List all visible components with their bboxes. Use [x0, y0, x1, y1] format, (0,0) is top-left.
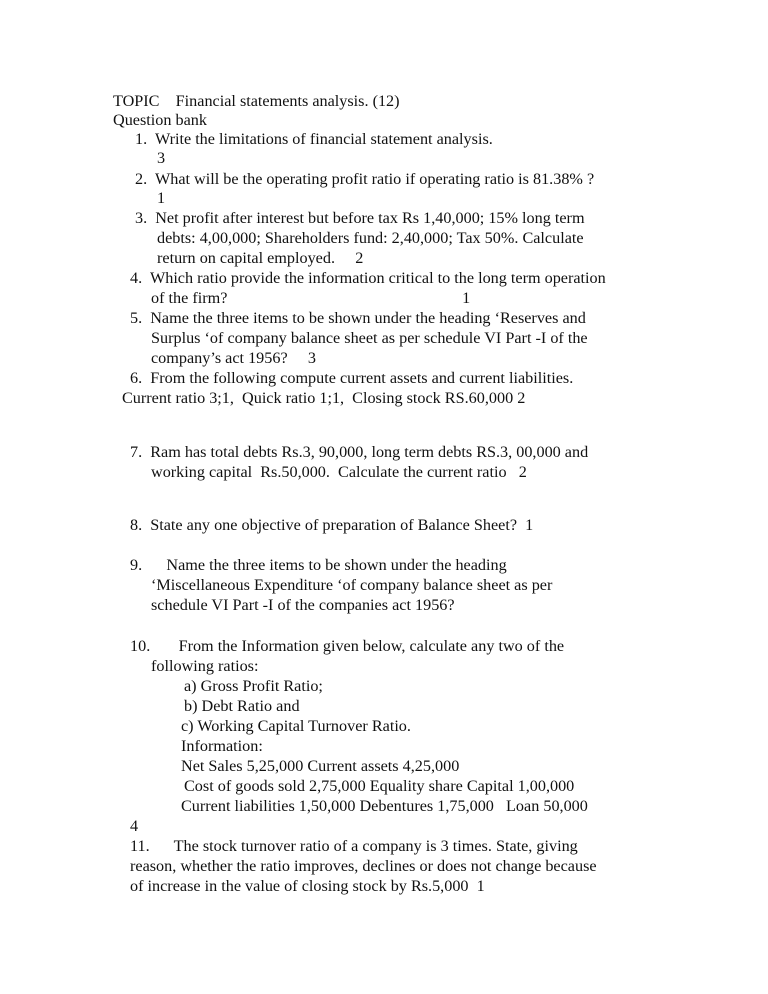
document-line: working capital Rs.50,000. Calculate the current ratio 2: [151, 463, 527, 481]
document-line: Current ratio 3;1, Quick ratio 1;1, Closing stock RS.60,000 2: [122, 389, 526, 407]
document-line: TOPIC Financial statements analysis. (12): [113, 92, 400, 110]
document-line: Current liabilities 1,50,000 Debentures 1,75,000 Loan 50,000: [181, 797, 588, 815]
document-line: 2. What will be the operating profit ratio if operating ratio is 81.38% ?: [135, 170, 595, 188]
document-line: 5. Name the three items to be shown under the heading ‘Reserves and: [130, 309, 586, 327]
document-line: Information:: [181, 737, 263, 755]
document-line: 4. Which ratio provide the information critical to the long term operation: [130, 269, 606, 287]
document-line: 11. The stock turnover ratio of a company is 3 times. State, giving: [130, 837, 578, 855]
document-line: 8. State any one objective of preparation of Balance Sheet? 1: [130, 516, 534, 534]
document-line: 4: [130, 817, 139, 835]
document-line: a) Gross Profit Ratio;: [184, 677, 323, 695]
document-line: Cost of goods sold 2,75,000 Equality share Capital 1,00,000: [184, 777, 575, 795]
document-line: Net Sales 5,25,000 Current assets 4,25,000: [181, 757, 460, 775]
document-line: of the firm? 1: [151, 289, 471, 307]
document-line: ‘Miscellaneous Expenditure ‘of company balance sheet as per: [151, 576, 553, 594]
document-line: of increase in the value of closing stock by Rs.5,000 1: [130, 877, 485, 895]
document-line: 9. Name the three items to be shown under the heading: [130, 556, 507, 574]
document-line: Question bank: [113, 111, 207, 129]
document-line: 3. Net profit after interest but before tax Rs 1,40,000; 15% long term: [135, 209, 585, 227]
document-line: 3: [157, 149, 166, 167]
document-line: reason, whether the ratio improves, declines or does not change because: [130, 857, 597, 875]
document-line: following ratios:: [151, 657, 259, 675]
document-line: company’s act 1956? 3: [151, 349, 316, 367]
document-line: debts: 4,00,000; Shareholders fund: 2,40,000; Tax 50%. Calculate: [157, 229, 584, 247]
document-line: 6. From the following compute current assets and current liabilities.: [130, 369, 574, 387]
document-line: 10. From the Information given below, calculate any two of the: [130, 637, 565, 655]
document-line: Surplus ‘of company balance sheet as per schedule VI Part -I of the: [151, 329, 588, 347]
document-line: 7. Ram has total debts Rs.3, 90,000, long term debts RS.3, 00,000 and: [130, 443, 589, 461]
document-line: c) Working Capital Turnover Ratio.: [181, 717, 411, 735]
document-line: 1: [157, 189, 166, 207]
document-line: 1. Write the limitations of financial statement analysis.: [135, 130, 493, 148]
document-line: b) Debt Ratio and: [184, 697, 300, 715]
document-line: schedule VI Part -I of the companies act 1956?: [151, 596, 455, 614]
document-line: return on capital employed. 2: [157, 249, 364, 267]
